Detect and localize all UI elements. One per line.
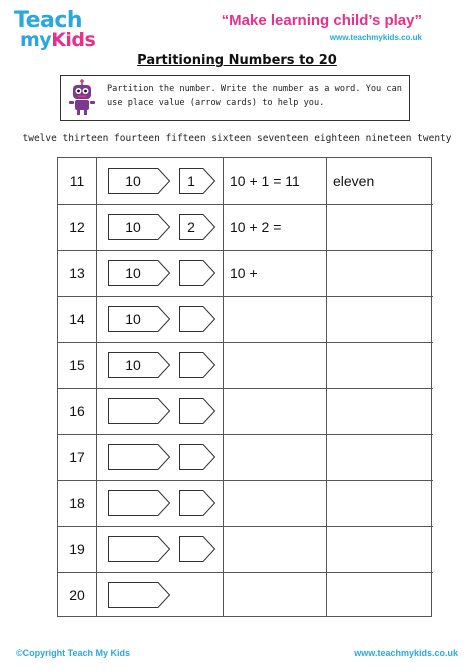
tagline: “Make learning child’s play” <box>221 12 422 29</box>
table-row <box>58 204 433 250</box>
tens-arrow-card[interactable] <box>108 444 170 470</box>
tens-arrow-card[interactable] <box>108 214 170 240</box>
ones-arrow-card[interactable] <box>179 536 215 562</box>
logo-text-mykids <box>20 30 95 50</box>
row-number: 19 <box>69 541 85 557</box>
ones-arrow-card[interactable] <box>179 398 215 424</box>
row-divider <box>58 572 433 573</box>
table-row <box>58 250 433 296</box>
row-number: 17 <box>69 449 85 465</box>
table-row <box>58 480 433 526</box>
table-row <box>58 296 433 342</box>
tens-value: 10 <box>125 173 141 189</box>
row-divider <box>58 480 433 481</box>
ones-arrow-card[interactable] <box>179 306 215 332</box>
ones-arrow-card[interactable] <box>179 168 215 194</box>
worksheet-grid <box>57 157 432 617</box>
logo-text-teach: Teach <box>14 8 83 33</box>
ones-value: 2 <box>187 219 195 235</box>
ones-value <box>179 352 203 378</box>
ones-value <box>179 398 203 424</box>
ones-value <box>179 490 203 516</box>
table-row <box>58 526 433 572</box>
ones-arrow-card[interactable] <box>179 260 215 286</box>
tens-value <box>108 582 158 608</box>
ones-arrow-card[interactable] <box>179 214 215 240</box>
table-row <box>58 434 433 480</box>
row-number: 18 <box>69 495 85 511</box>
tens-arrow-card[interactable] <box>108 582 170 608</box>
row-divider <box>58 342 433 343</box>
row-number: 11 <box>69 173 85 189</box>
row-divider <box>58 388 433 389</box>
tens-value: 10 <box>125 219 141 235</box>
ones-value: 1 <box>187 173 195 189</box>
tens-arrow-card[interactable] <box>108 352 170 378</box>
tens-value: 10 <box>125 311 141 327</box>
tens-arrow-card[interactable] <box>108 306 170 332</box>
ones-arrow-card[interactable] <box>179 352 215 378</box>
table-row <box>58 572 433 618</box>
teach-my-kids-logo <box>14 10 106 50</box>
row-number: 13 <box>69 265 85 281</box>
tens-arrow-card[interactable] <box>108 260 170 286</box>
tens-value <box>108 490 158 516</box>
number-word[interactable]: eleven <box>333 173 375 189</box>
tens-value <box>108 444 158 470</box>
logo-text-kids: Kids <box>51 29 96 51</box>
row-number: 12 <box>69 219 85 235</box>
tens-value: 10 <box>125 357 141 373</box>
instructions-text: Partition the number. Write the number as a word. You can use place value (arrow cards) to help you. <box>107 84 402 108</box>
addition-sentence[interactable]: 10 + 1 = 11 <box>230 173 300 189</box>
word-bank: twelve thirteen fourteen fifteen sixteen seventeen eighteen nineteen twenty <box>22 133 452 144</box>
addition-sentence[interactable]: 10 + 2 = <box>230 219 282 235</box>
row-number: 16 <box>69 403 85 419</box>
table-row <box>58 342 433 388</box>
ones-value <box>179 306 203 332</box>
row-divider <box>58 296 433 297</box>
row-number: 14 <box>69 311 85 327</box>
page-title: Partitioning Numbers to 20 <box>137 53 337 68</box>
row-number: 20 <box>69 587 85 603</box>
row-divider <box>58 434 433 435</box>
footer-website: www.teachmykids.co.uk <box>354 648 458 658</box>
ones-value <box>179 260 203 286</box>
ones-value <box>179 536 203 562</box>
instructions-box <box>60 75 410 121</box>
robot-icon <box>66 79 98 117</box>
tens-value <box>108 398 158 424</box>
tens-value <box>108 536 158 562</box>
logo-text-my: my <box>20 29 52 51</box>
table-row <box>58 388 433 434</box>
tens-arrow-card[interactable] <box>108 536 170 562</box>
copyright-text: ©Copyright Teach My Kids <box>16 648 130 658</box>
row-divider <box>58 526 433 527</box>
ones-arrow-card[interactable] <box>179 490 215 516</box>
addition-sentence[interactable]: 10 + <box>230 265 258 281</box>
tens-arrow-card[interactable] <box>108 168 170 194</box>
ones-arrow-card[interactable] <box>179 444 215 470</box>
header-website: www.teachmykids.co.uk <box>329 33 422 42</box>
row-number: 15 <box>69 357 85 373</box>
tens-arrow-card[interactable] <box>108 398 170 424</box>
table-row <box>58 158 433 204</box>
ones-value <box>179 444 203 470</box>
tens-arrow-card[interactable] <box>108 490 170 516</box>
tens-value: 10 <box>125 265 141 281</box>
